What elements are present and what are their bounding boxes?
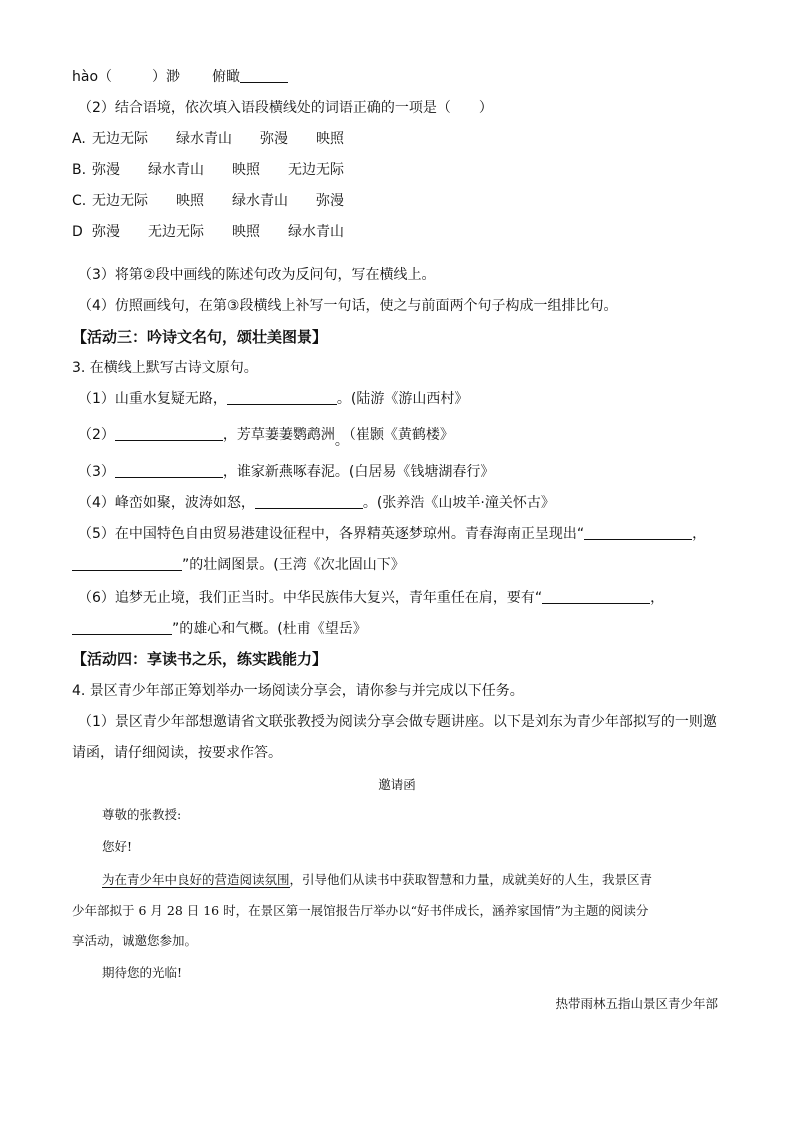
- question-2-stem: （2）结合语境，依次填入语段横线处的词语正确的一项是（ ）: [78, 100, 493, 116]
- option-c[interactable]: C. 无边无际 映照 绿水青山 弥漫: [72, 193, 344, 209]
- poem-line-6b: ”的雄心和气概。(杜甫《望岳》: [72, 620, 367, 638]
- question-3: （3）将第②段中画线的陈述句改为反问句，写在横线上。: [78, 267, 436, 283]
- section-4-task-line-2: 请函，请仔细阅读，按要求作答。: [72, 745, 282, 761]
- letter-body-line-2: 少年部拟于 6 月 28 日 16 时，在景区第一展馆报告厅举办以“好书伴成长，涵养家国情”为主题的阅读分: [72, 903, 649, 918]
- letter-body-line-3: 享活动，诚邀您参加。: [72, 933, 198, 948]
- letter-greeting: 您好!: [102, 839, 133, 854]
- underlined-sentence: 为在青少年中良好的营造阅读氛围: [102, 872, 290, 887]
- answer-blank[interactable]: [584, 525, 692, 540]
- option-b[interactable]: B. 弥漫 绿水青山 映照 无边无际: [72, 162, 344, 178]
- poem-line-1: （1）山重水复疑无路， 。(陆游《游山西村》: [78, 391, 469, 407]
- letter-closing: 期待您的光临!: [102, 965, 183, 980]
- poem-line-4: （4）峰峦如聚，波涛如怒， 。(张养浩《山坡羊·潼关怀古》: [78, 495, 555, 511]
- section-3-intro: 3. 在横线上默写古诗文原句。: [72, 360, 258, 376]
- letter-title: 邀请函: [378, 777, 416, 792]
- poem-line-5a: （5）在中国特色自由贸易港建设征程中，各界精英逐梦琼州。青春海南正呈现出“ ，: [78, 526, 707, 542]
- option-d[interactable]: D 弥漫 无边无际 映照 绿水青山: [72, 224, 344, 240]
- option-a[interactable]: A. 无边无际 绿水青山 弥漫 映照: [72, 131, 344, 147]
- letter-signature: 热带雨林五指山景区青少年部: [555, 996, 718, 1011]
- answer-blank[interactable]: [115, 463, 223, 478]
- answer-blank[interactable]: [240, 68, 288, 83]
- section-4-intro: 4. 景区青少年部正筹划举办一场阅读分享会，请你参与并完成以下任务。: [72, 683, 524, 699]
- section-4-task-line-1: （1）景区青少年部想邀请省文联张教授为阅读分享会做专题讲座。以下是刘东为青少年部拟写的一则邀: [78, 714, 717, 730]
- letter-salutation: 尊敬的张教授:: [102, 807, 182, 822]
- answer-blank[interactable]: [115, 426, 223, 441]
- poem-line-2: （2） ，芳草萋萋鹦鹉洲。（崔颢《黄鹤楼》: [78, 427, 454, 449]
- letter-body-line-1: 为在青少年中良好的营造阅读氛围，引导他们从读书中获取智慧和力量，成就美好的人生，我景区青: [102, 872, 653, 887]
- poem-line-3: （3） ，谁家新燕啄春泥。(白居易《钱塘湖春行》: [78, 464, 495, 480]
- answer-blank[interactable]: [227, 390, 337, 405]
- poem-line-5b: ”的壮阔图景。(王湾《次北固山下》: [72, 556, 405, 574]
- answer-blank[interactable]: [255, 494, 363, 509]
- activity-3-heading: 【活动三：吟诗文名句，颂壮美图景】: [72, 328, 328, 346]
- poem-line-6a: （6）追梦无止境，我们正当时。中华民族伟大复兴，青年重任在肩，要有“ ，: [78, 590, 665, 606]
- question-4: （4）仿照画线句，在第③段横线上补写一句话，使之与前面两个句子构成一组排比句。: [78, 298, 618, 314]
- answer-blank[interactable]: [542, 589, 650, 604]
- answer-blank[interactable]: [72, 620, 172, 635]
- pinyin-line: hào（ ）渺 俯瞰: [72, 68, 288, 86]
- activity-4-heading: 【活动四：享读书之乐，练实践能力】: [72, 650, 328, 668]
- answer-blank[interactable]: [72, 556, 182, 571]
